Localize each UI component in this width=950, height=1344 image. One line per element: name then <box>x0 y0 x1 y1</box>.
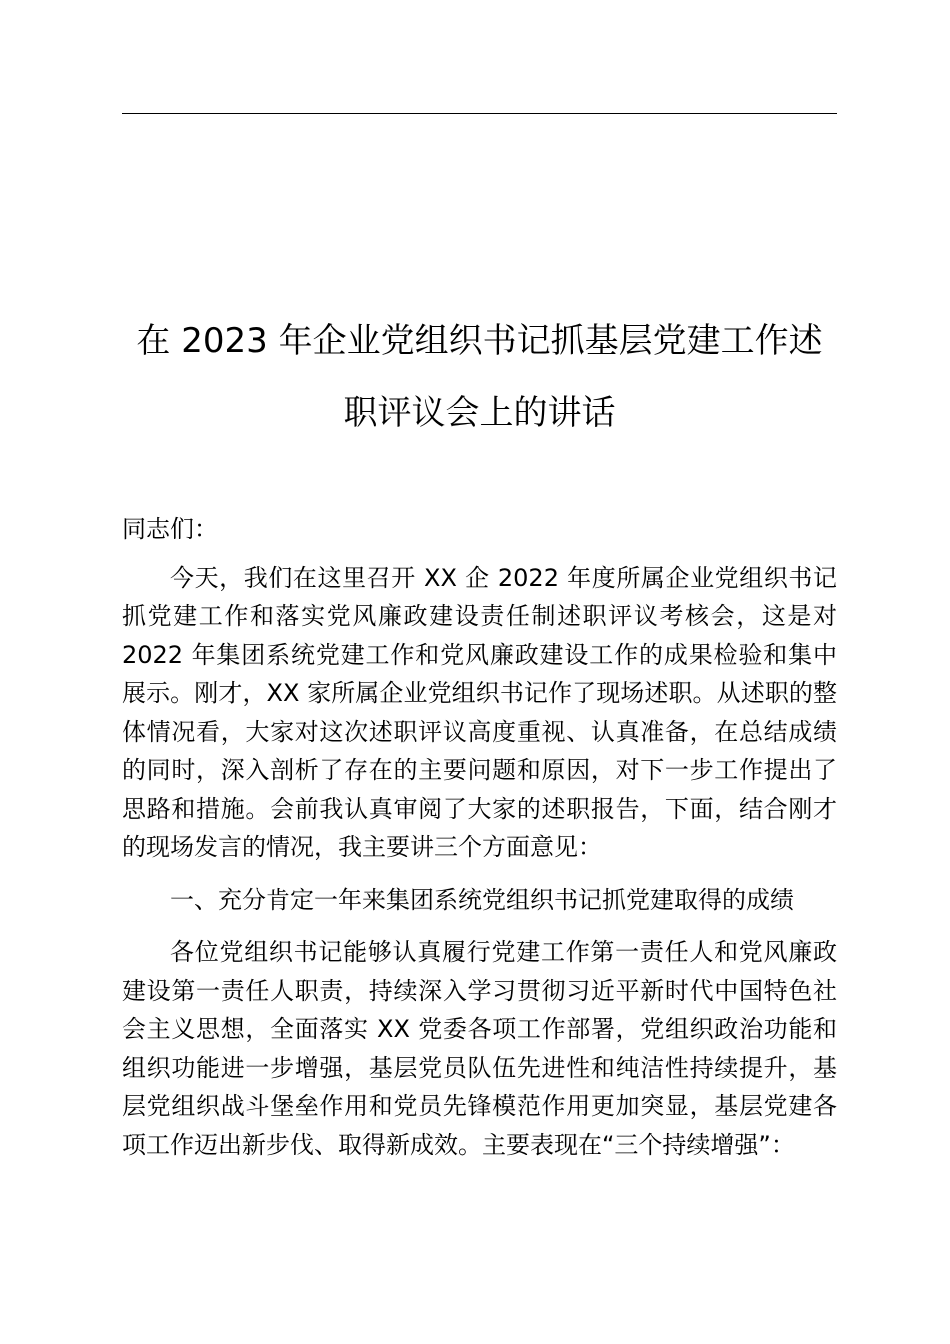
title-line-1: 在 2023 年企业党组织书记抓基层党建工作述 <box>136 321 823 361</box>
title-line-2: 职评议会上的讲话 <box>343 393 616 433</box>
document-title <box>122 305 837 449</box>
document-body <box>122 510 837 1164</box>
body-paragraph-achievements: 各位党组织书记能够认真履行党建工作第一责任人和党风廉政建设第一责任人职责，持续深入学习贯彻习近平新时代中国特色社会主义思想，全面落实 XX 党委各项工作部署，党组织政治功能和组织功能进一步增强，基层党员队伍先进性和纯洁性持续提升，基层党组织战斗堡垒作用和党员先锋模范作用更加突显，基层党建各项工作迈出新步伐、取得新成效。主要表现在“三个持续增强”： <box>122 938 837 1159</box>
body-paragraph-intro: 今天，我们在这里召开 XX 企 2022 年度所属企业党组织书记抓党建工作和落实党风廉政建设责任制述职评议考核会，这是对 2022 年集团系统党建工作和党风廉政建设工作的成果检验和集中展示。刚才，XX 家所属企业党组织书记作了现场述职。从述职的整体情况看，大家对这次述职评议高度重视、认真准备，在总结成绩的同时，深入剖析了存在的主要问题和原因，对下一步工作提出了思路和措施。会前我认真审阅了大家的述职报告，下面，结合刚才的现场发言的情况，我主要讲三个方面意见： <box>122 563 837 861</box>
header-rule <box>122 113 837 114</box>
section-heading-1: 一、充分肯定一年来集团系统党组织书记抓党建取得的成绩 <box>170 885 794 914</box>
salutation: 同志们： <box>122 515 218 543</box>
